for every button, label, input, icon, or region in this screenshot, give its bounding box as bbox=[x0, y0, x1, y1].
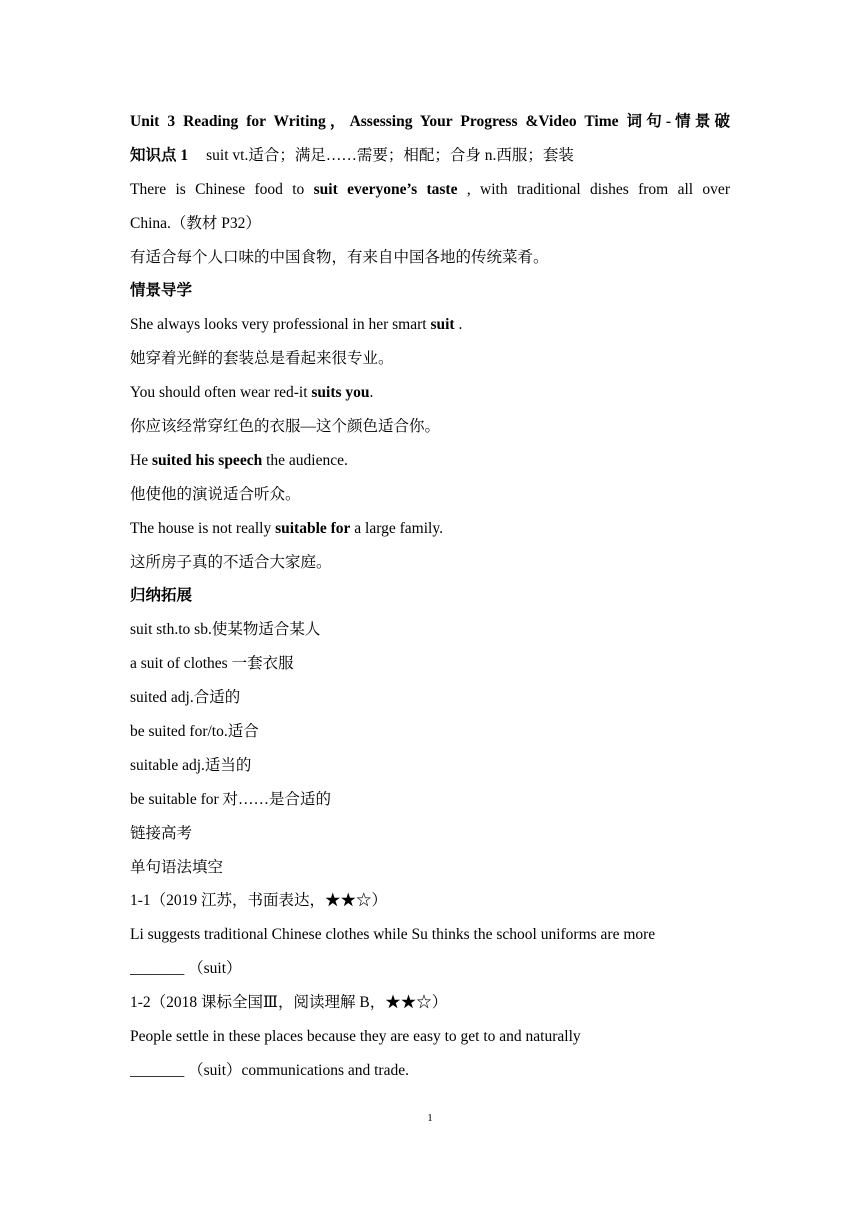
question-sentence: Li suggests traditional Chinese clothes while Su thinks the school uniforms are more bbox=[130, 926, 656, 944]
section-heading-situational: 情景导学 bbox=[130, 282, 193, 300]
textbook-example-translation: 有适合每个人口味的中国食物，有来自中国各地的传统菜肴。 bbox=[130, 248, 549, 266]
section-heading-exercise: 单句语法填空 bbox=[130, 858, 224, 876]
example-sentence: She always looks very professional in her smart suit . bbox=[130, 316, 463, 334]
textbook-example-continued: China.（教材 P32） bbox=[130, 214, 261, 232]
section-heading-summary: 归纳拓展 bbox=[130, 587, 193, 605]
question-number: 1-1（2019 江苏，书面表达，★★☆） bbox=[130, 892, 388, 910]
example-translation: 你应该经常穿红色的衣服—这个颜色适合你。 bbox=[130, 418, 441, 436]
summary-item: be suited for/to.适合 bbox=[130, 723, 259, 741]
example-translation: 他使他的演说适合听众。 bbox=[130, 485, 301, 503]
example-sentence: The house is not really suitable for a large family. bbox=[130, 519, 443, 537]
summary-item: be suitable for 对……是合适的 bbox=[130, 790, 332, 808]
summary-item: suited adj.合适的 bbox=[130, 689, 241, 707]
question-blank: _______ （suit）communications and trade. bbox=[130, 1061, 409, 1079]
example-translation: 这所房子真的不适合大家庭。 bbox=[130, 553, 332, 571]
question-blank: _______ （suit） bbox=[130, 960, 242, 978]
example-sentence: You should often wear red-it suits you. bbox=[130, 384, 374, 402]
example-sentence: He suited his speech the audience. bbox=[130, 451, 348, 469]
document-content bbox=[130, 105, 730, 1088]
knowledge-point-definition: suit vt.适合；满足……需要；相配；合身 n.西服；套装 bbox=[206, 146, 574, 164]
question-number: 1-2（2018 课标全国Ⅲ，阅读理解 B，★★☆） bbox=[130, 994, 448, 1012]
knowledge-point-label: 知识点 1 bbox=[130, 146, 189, 164]
summary-item: suitable adj.适当的 bbox=[130, 756, 252, 774]
summary-item: a suit of clothes 一套衣服 bbox=[130, 655, 294, 673]
example-translation: 她穿着光鲜的套装总是看起来很专业。 bbox=[130, 350, 394, 368]
knowledge-point-1 bbox=[130, 139, 730, 173]
question-sentence: People settle in these places because they are easy to get to and naturally bbox=[130, 1028, 581, 1046]
textbook-example: There is Chinese food to suit everyone’s taste , with traditional dishes from all over bbox=[130, 180, 730, 198]
section-heading-exam-link: 链接高考 bbox=[130, 824, 193, 842]
document-title: Unit 3 Reading for Writing，Assessing Your Progress &Video Time 词句-情景破 bbox=[130, 113, 730, 130]
summary-item: suit sth.to sb.使某物适合某人 bbox=[130, 621, 321, 639]
example-highlight: suit everyone’s taste bbox=[313, 180, 458, 198]
page-number: 1 bbox=[427, 1112, 433, 1124]
